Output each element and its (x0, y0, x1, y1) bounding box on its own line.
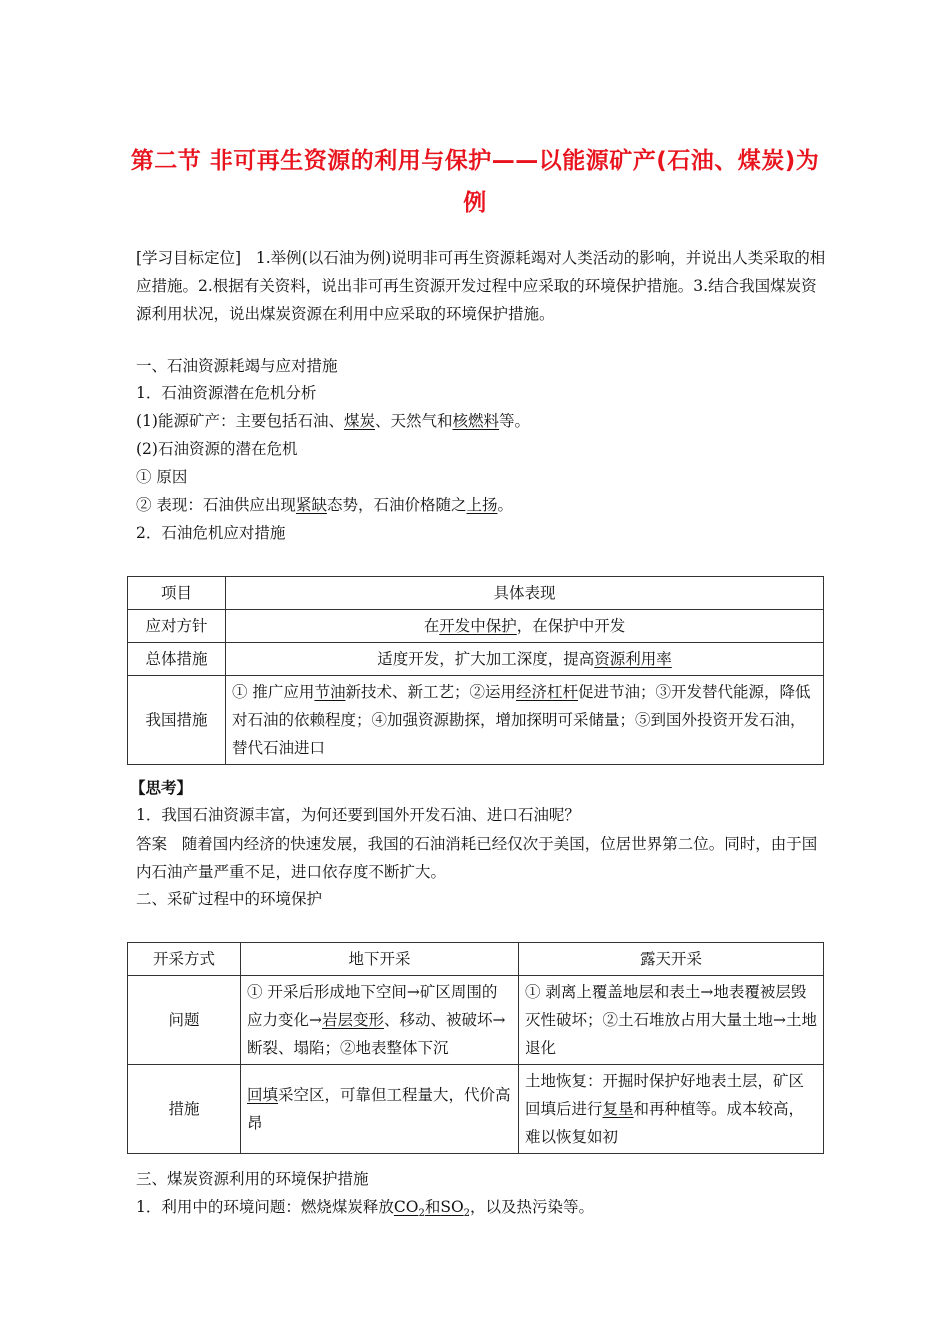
table-header-cell: 地下开采 (241, 943, 519, 976)
section-1-item-4: ② 表现：石油供应出现紧缺态势，石油价格随之上扬。 (136, 496, 513, 514)
table-cell: 土地恢复：开掘时保护好地表土层，矿区回填后进行复垦和再种植等。成本较高，难以恢复如初 (519, 1065, 824, 1154)
row-label: 措施 (128, 1065, 241, 1154)
learning-objectives (136, 244, 828, 328)
title-line-2: 例 (463, 190, 487, 216)
objectives-label: [学习目标定位] (136, 249, 242, 267)
answer-label: 答案 (136, 835, 168, 853)
title-line-1: 第二节 非可再生资源的利用与保护——以能源矿产(石油、煤炭)为 (130, 148, 820, 174)
row-label: 总体措施 (128, 643, 226, 676)
table-header-cell: 露天开采 (519, 943, 824, 976)
section-1-sub-1: 1．石油资源潜在危机分析 (136, 384, 317, 402)
table-cell: ① 推广应用节油新技术、新工艺；②运用经济杠杆促进节油；③开发替代能源，降低对石油的依赖程度；④加强资源勘探，增加探明可采储量；⑤到国外投资开发石油，替代石油进口 (226, 676, 824, 765)
blank-answer: 经济杠杆 (515, 683, 578, 701)
section-3-heading: 三、煤炭资源利用的环境保护措施 (136, 1170, 369, 1188)
table-header-cell: 具体表现 (226, 577, 824, 610)
think-question: 1．我国石油资源丰富，为何还要到国外开发石油、进口石油呢？ (136, 806, 580, 824)
blank-answer: 上扬 (466, 496, 498, 514)
table-cell: 在开发中保护，在保护中开发 (226, 610, 824, 643)
blank-answer: 资源利用率 (594, 650, 672, 668)
think-answer: 答案 随着国内经济的快速发展，我国的石油消耗已经仅次于美国，位居世界第二位。同时，由于国内石油产量严重不足，进口依存度不断扩大。 (136, 835, 818, 881)
think-heading: 【思考】 (130, 778, 193, 797)
section-1-heading: 一、石油资源耗竭与应对措施 (136, 357, 338, 375)
blank-answer: 节油 (314, 683, 346, 701)
oil-crisis-table (127, 576, 824, 765)
blank-answer: 回填 (247, 1086, 279, 1104)
section-3-item-1: 1．利用中的环境问题：燃烧煤炭释放$CO_2$和$SO_2$，以及热污染等。 (136, 1198, 595, 1220)
table-cell: ① 开采后形成地下空间→矿区周围的应力变化→岩层变形、移动、被破坏→断裂、塌陷；②地表整体下沉 (241, 976, 519, 1065)
mining-table (127, 942, 824, 1154)
row-label: 应对方针 (128, 610, 226, 643)
section-1-item-3: ① 原因 (136, 468, 188, 486)
row-label: 问题 (128, 976, 241, 1065)
blank-answer: 紧缺 (295, 496, 327, 514)
blank-answer: 开发中保护 (439, 617, 517, 635)
table-cell: 适度开发，扩大加工深度，提高资源利用率 (226, 643, 824, 676)
section-1-item-1: (1)能源矿产：主要包括石油、煤炭、天然气和核燃料等。 (136, 412, 531, 430)
table-header-cell: 项目 (128, 577, 226, 610)
blank-answer: 岩层变形 (322, 1011, 385, 1029)
table-cell: 回填采空区，可靠但工程量大，代价高昂 (241, 1065, 519, 1154)
blank-answer: $CO_2$和$SO_2$ (393, 1198, 471, 1220)
section-2-heading: 二、采矿过程中的环境保护 (136, 890, 323, 908)
row-label: 我国措施 (128, 676, 226, 765)
section-1-item-2: (2)石油资源的潜在危机 (136, 440, 298, 458)
table-cell: ① 剥离上覆盖地层和表土→地表覆被层毁灭性破坏；②土石堆放占用大量土地→土地退化 (519, 976, 824, 1065)
section-1-sub-2: 2．石油危机应对措施 (136, 524, 286, 542)
blank-answer: 核燃料 (452, 412, 500, 430)
blank-answer: 复垦 (602, 1100, 634, 1118)
page-title (100, 140, 850, 224)
blank-answer: 煤炭 (343, 412, 375, 430)
objectives-text: 1.举例(以石油为例)说明非可再生资源耗竭对人类活动的影响，并说出人类采取的相应措施。2.根据有关资料，说出非可再生资源开发过程中应采取的环境保护措施。3.结合我国煤炭资源利用状况，说出煤炭资源在利用中应采取的环境保护措施。 (136, 249, 826, 323)
table-header-cell: 开采方式 (128, 943, 241, 976)
